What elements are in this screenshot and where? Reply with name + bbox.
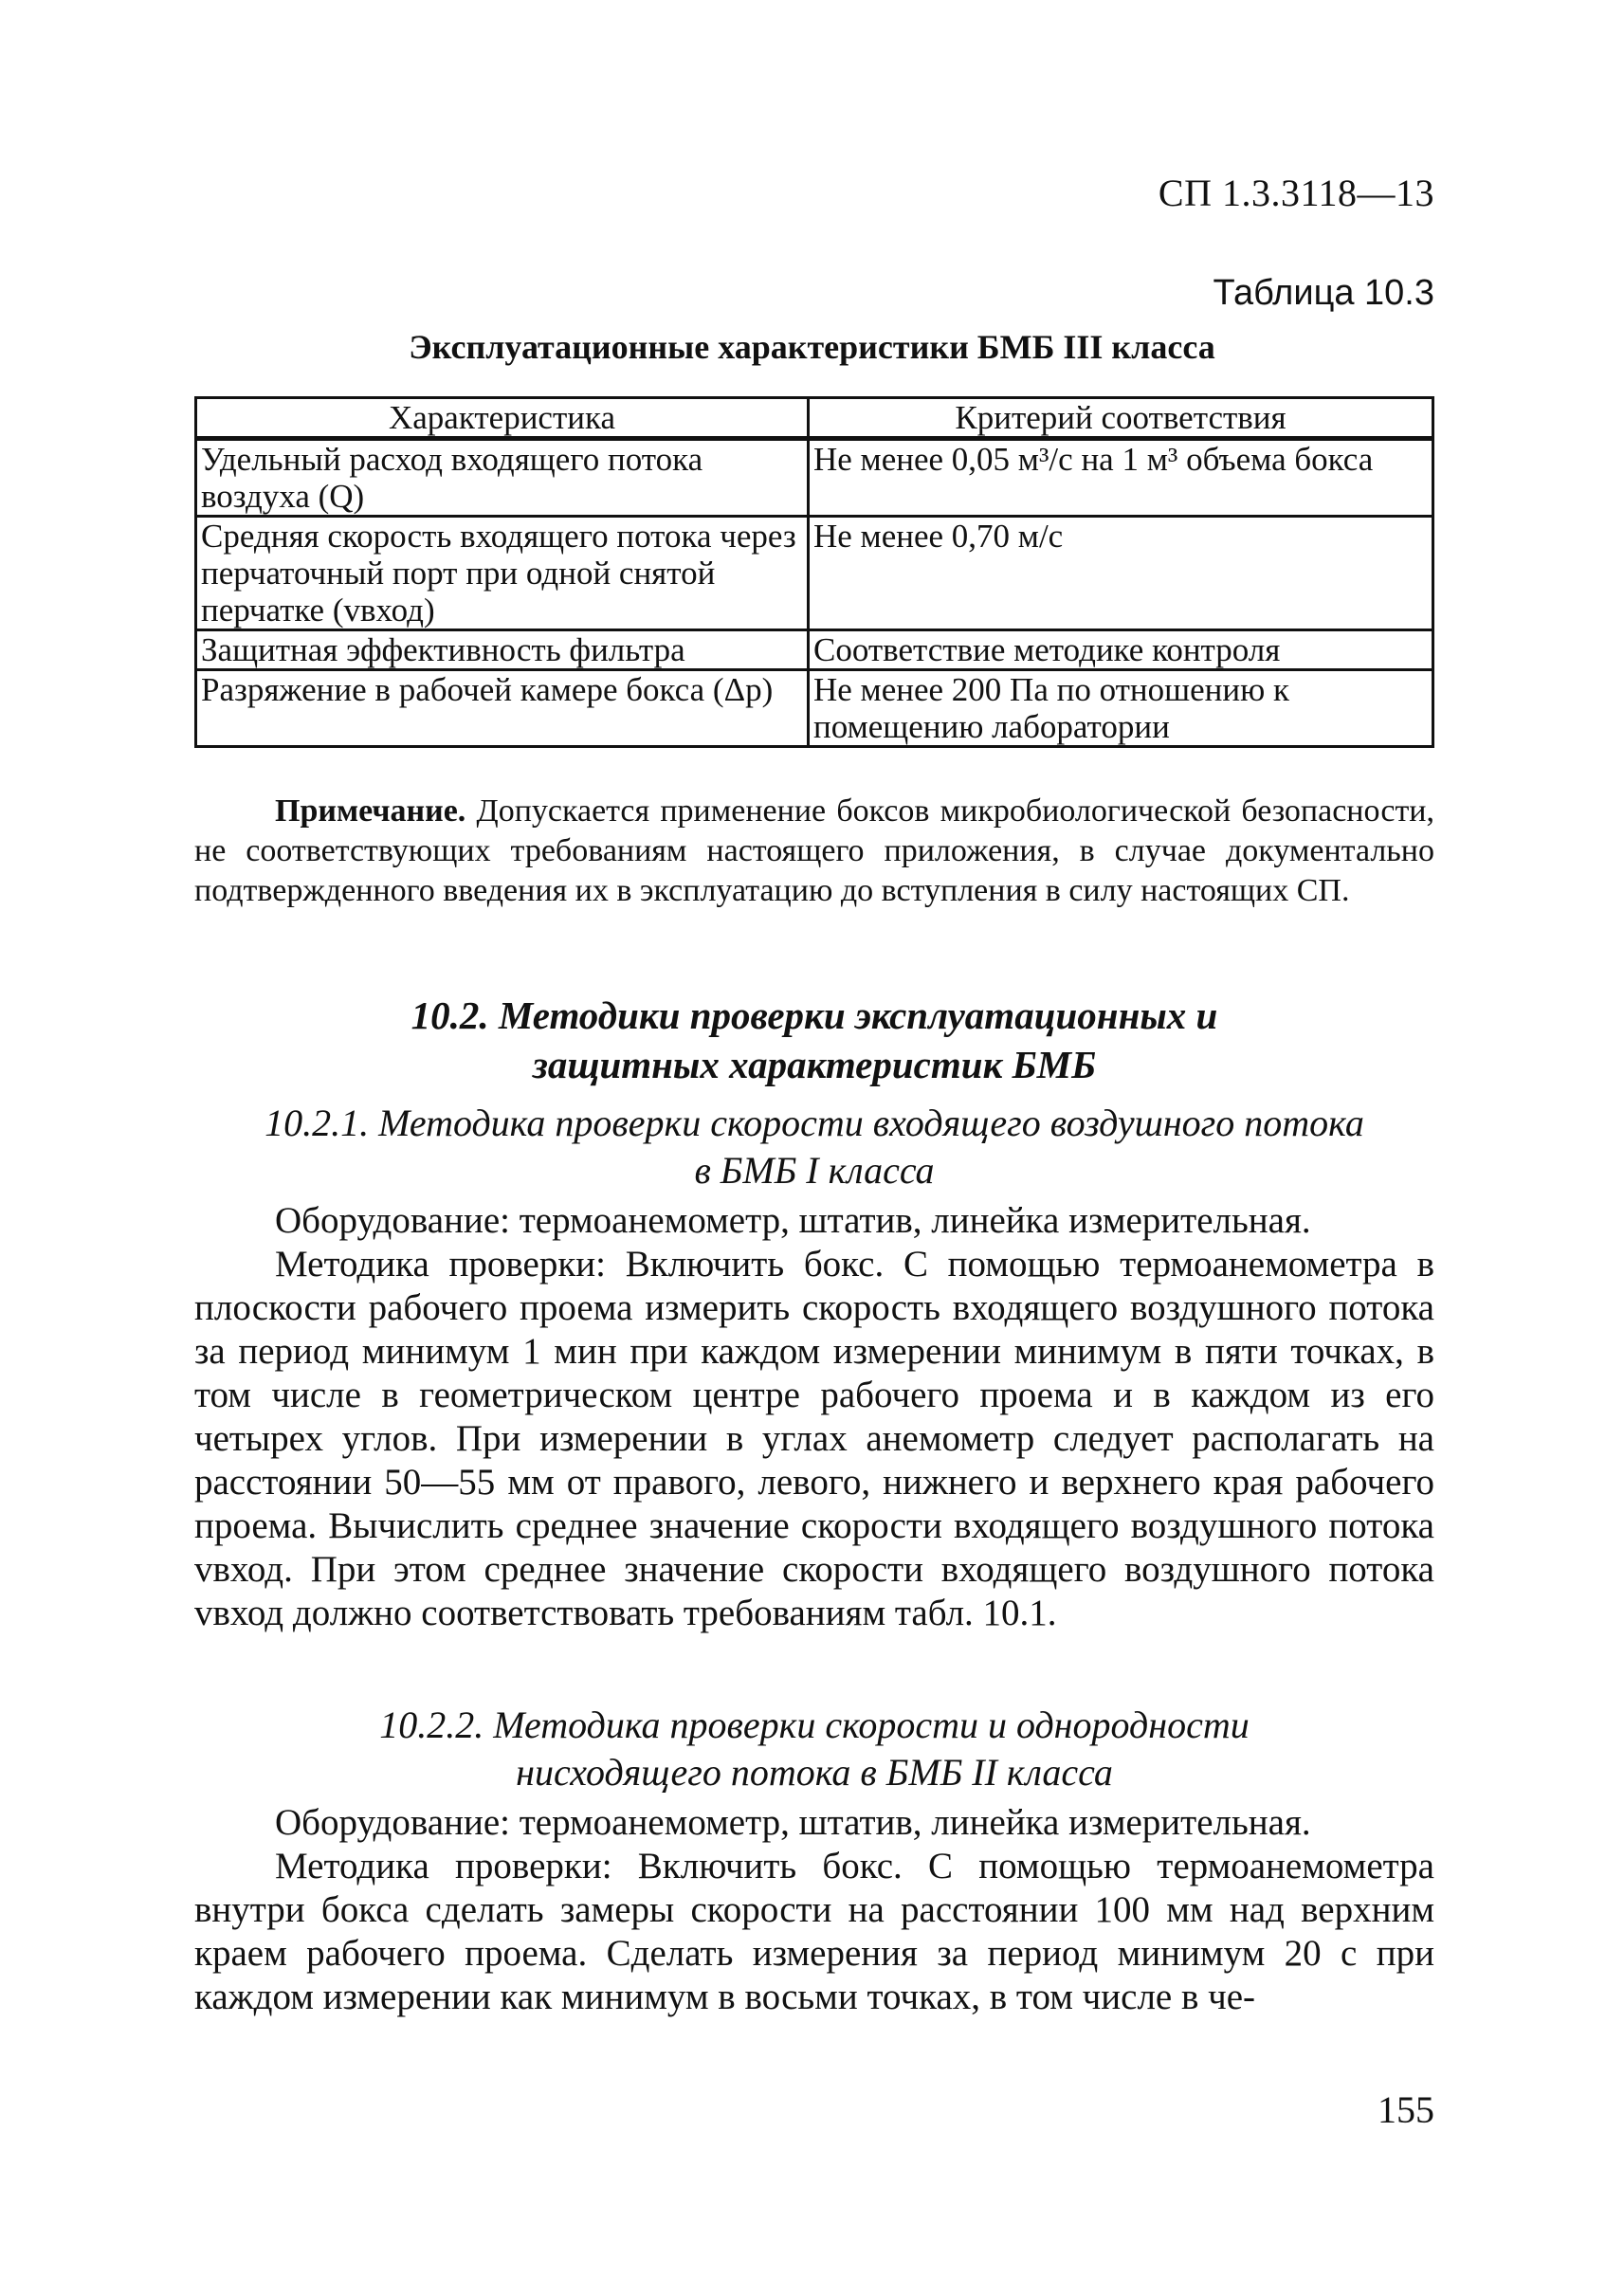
page-number: 155 [1378,2088,1434,2131]
table-header-cell: Критерий соответствия [809,398,1433,439]
table-row [196,670,1433,747]
table-row [196,439,1433,517]
equipment-paragraph: Оборудование: термоанемометр, штатив, линейка измерительная. [275,1200,1311,1241]
section-heading-line: 10.2. Методики проверки эксплуатационных и [411,993,1218,1037]
subsection-heading-10-2-1 [194,1100,1434,1194]
table-cell: Не менее 200 Па по отношению к помещению лаборатории [809,670,1433,747]
table-cell: Средняя скорость входящего потока через перчаточный порт при одной снятой перчатке (vвход) [196,517,809,630]
equipment-paragraph: Оборудование: термоанемометр, штатив, линейка измерительная. [275,1802,1311,1843]
table-caption: Эксплуатационные характеристики БМБ III класса [409,328,1215,366]
document-code: СП 1.3.3118—13 [1158,172,1434,214]
method-paragraph: Методика проверки: Включить бокс. С помощью термоанемометра в плоскости рабочего проема измерить скорость входящего воздушного потока за период минимум 1 мин при каждом измерении минимум в пяти точках, в том числе в геометрическом центре рабочего проема и в каждом из его четырех углов. При измерении в углах анемометр следует располагать на расстоянии 50—55 мм от правого, левого, нижнего и верхнего края рабочего проема. Вычислить среднее значение скорости входящего воздушного потока vвход. При этом среднее значение скорости входящего воздушного потока vвход должно соответствовать требованиям табл. 10.1. [194,1244,1434,1633]
method-paragraph: Методика проверки: Включить бокс. С помощью термоанемометра внутри бокса сделать замеры скорости на расстоянии 100 мм над верхним краем рабочего проема. Сделать измерения за период минимум 20 с при каждом измерении как минимум в восьми точках, в том числе в че- [194,1846,1434,2017]
table-cell: Удельный расход входящего потока воздуха (Q) [196,439,809,517]
subsection-heading-line: нисходящего потока в БМБ II класса [516,1751,1113,1794]
table-cell: Не менее 0,05 м³/с на 1 м³ объема бокса [809,439,1433,517]
subsection-heading-line: в БМБ I класса [694,1149,935,1192]
section-heading-line: защитных характеристик БМБ [532,1043,1097,1086]
table-row [196,630,1433,670]
note-text: Допускается применение боксов микробиологической безопасности, не соответствующих требованиям настоящего приложения, в случае документально подтвержденного введения их в эксплуатацию до вступления в силу настоящих СП. [194,793,1434,908]
subsection-heading-line: 10.2.1. Методика проверки скорости входящего воздушного потока [265,1102,1364,1144]
table-cell: Разряжение в рабочей камере бокса (Δp) [196,670,809,747]
table-number: Таблица 10.3 [1213,273,1434,313]
table-cell: Не менее 0,70 м/с [809,517,1433,630]
table-cell: Соответствие методике контроля [809,630,1433,670]
section-heading [194,991,1434,1089]
table-note [194,792,1434,911]
table-row [196,517,1433,630]
characteristics-table [194,396,1434,748]
note-label: Примечание. [275,793,466,829]
table-header-row [196,398,1433,439]
subsection-heading-line: 10.2.2. Методика проверки скорости и однородности [379,1704,1250,1746]
subsection-heading-10-2-2 [194,1702,1434,1796]
table-cell: Защитная эффективность фильтра [196,630,809,670]
table-header-cell: Характеристика [196,398,809,439]
